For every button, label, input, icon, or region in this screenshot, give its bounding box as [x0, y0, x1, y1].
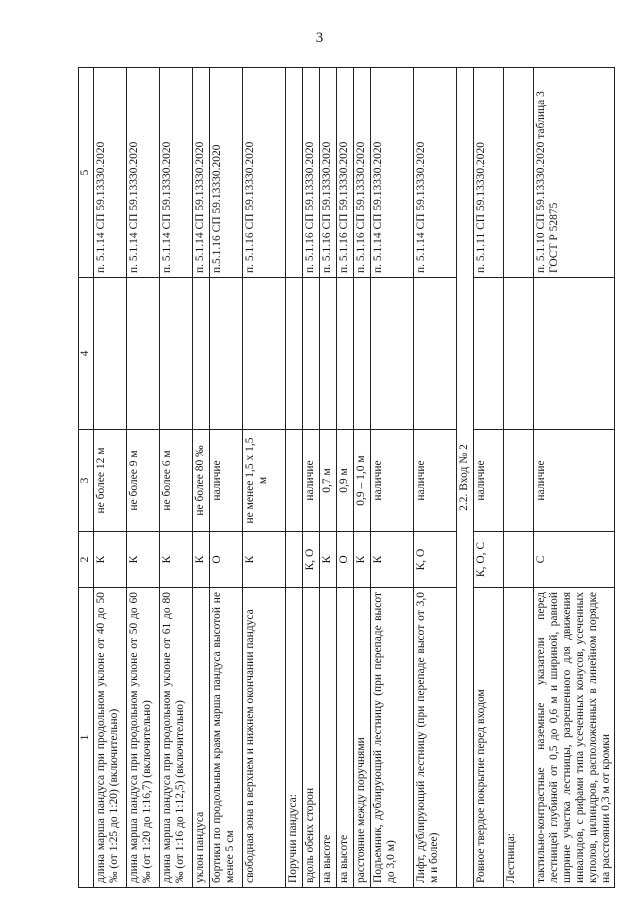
page-number: 3: [315, 30, 324, 46]
criterion-cell: тактильно-контрастные наземные указатели перед лестницей глубиной от 0,5 до 0,6 м и шириной, равной ширине участка лестницы, разрешенного для движения инвалидов, с рифами типа усеченных конусов, усеченных куполов, цилиндров, расположенных в линейном порядке на расстоянии 0,3 м от кромки: [534, 588, 615, 888]
norm-cell: 0,9 – 1,0 м: [354, 430, 371, 532]
table-row: [320, 68, 337, 888]
norm-cell: наличие: [414, 430, 457, 532]
criterion-cell: длина марша пандуса при продольном уклоне от 40 до 50 ‰ (от 1:25 до 1:20) (включительно): [94, 588, 127, 888]
actual-cell: [320, 278, 337, 430]
actual-cell: [243, 278, 286, 430]
reference-cell: п. 5.1.10 СП 59.13330.2020 таблица 3 ГОСТ Р 52875: [534, 68, 615, 278]
category-cell: [286, 532, 303, 588]
norm-cell: не более 80 ‰: [193, 430, 210, 532]
table-row: [303, 68, 320, 888]
category-cell: К, О: [303, 532, 320, 588]
reference-cell: [286, 68, 303, 278]
norm-cell: 0,7 м: [320, 430, 337, 532]
actual-cell: [354, 278, 371, 430]
category-cell: К, О, С: [474, 532, 504, 588]
criterion-cell: свободная зона в верхнем и нижнем окончании пандуса: [243, 588, 286, 888]
actual-cell: [303, 278, 320, 430]
column-header: 5: [79, 68, 94, 278]
category-cell: К: [94, 532, 127, 588]
reference-cell: п. 5.1.16 СП 59.13330.2020: [337, 68, 354, 278]
norm-cell: [504, 430, 534, 532]
category-cell: К: [371, 532, 414, 588]
table-row: [534, 68, 615, 888]
category-cell: О: [337, 532, 354, 588]
actual-cell: [286, 278, 303, 430]
category-cell: К, О: [414, 532, 457, 588]
actual-cell: [504, 278, 534, 430]
table-row: [94, 68, 127, 888]
table-row: [354, 68, 371, 888]
reference-cell: п. 5.1.16 СП 59.13330.2020: [320, 68, 337, 278]
reference-cell: п. 5.1.16 СП 59.13330.2020: [243, 68, 286, 278]
column-header: 4: [79, 278, 94, 430]
actual-cell: [160, 278, 193, 430]
actual-cell: [127, 278, 160, 430]
reference-cell: [504, 68, 534, 278]
section-row: [457, 68, 474, 888]
column-header: 2: [79, 532, 94, 588]
table-row: [474, 68, 504, 888]
criterion-cell: Лестница:: [504, 588, 534, 888]
norm-cell: наличие: [371, 430, 414, 532]
reference-cell: п.5.1.16 СП 59.13330.2020: [210, 68, 243, 278]
category-cell: С: [534, 532, 615, 588]
header-row: [79, 68, 94, 888]
table-row: [193, 68, 210, 888]
actual-cell: [414, 278, 457, 430]
table-row: [127, 68, 160, 888]
reference-cell: п. 5.1.14 СП 59.13330.2020: [193, 68, 210, 278]
reference-cell: п. 5.1.11 СП 59.13330.2020: [474, 68, 504, 278]
table-row: [243, 68, 286, 888]
norm-cell: 0,9 м: [337, 430, 354, 532]
table-row: [160, 68, 193, 888]
reference-cell: п. 5.1.16 СП 59.13330.2020: [303, 68, 320, 278]
actual-cell: [94, 278, 127, 430]
norm-cell: наличие: [534, 430, 615, 532]
rotated-table-container: [78, 68, 612, 888]
actual-cell: [371, 278, 414, 430]
column-header: 1: [79, 588, 94, 888]
norm-cell: наличие: [303, 430, 320, 532]
criterion-cell: длина марша пандуса при продольном уклоне от 50 до 60 ‰ (от 1:20 до 1:16,7) (включительно): [127, 588, 160, 888]
actual-cell: [337, 278, 354, 430]
criterion-cell: расстояние между поручнями: [354, 588, 371, 888]
criterion-cell: Подъемник, дублирующий лестницу (при перепаде высот до 3,0 м): [371, 588, 414, 888]
norm-cell: не более 9 м: [127, 430, 160, 532]
category-cell: О: [210, 532, 243, 588]
reference-cell: п. 5.1.14 СП 59.13330.2020: [127, 68, 160, 278]
reference-cell: п. 5.1.14 СП 59.13330.2020: [94, 68, 127, 278]
table-row: [371, 68, 414, 888]
category-cell: К: [243, 532, 286, 588]
actual-cell: [210, 278, 243, 430]
norm-cell: не более 12 м: [94, 430, 127, 532]
table-row: [504, 68, 534, 888]
norm-cell: наличие: [210, 430, 243, 532]
norm-cell: наличие: [474, 430, 504, 532]
criterion-cell: вдоль обеих сторон: [303, 588, 320, 888]
criterion-cell: уклон пандуса: [193, 588, 210, 888]
reference-cell: п. 5.1.14 СП 59.13330.2020: [414, 68, 457, 278]
criterion-cell: на высоте: [320, 588, 337, 888]
category-cell: К: [354, 532, 371, 588]
section-title: 2.2. Вход № 2: [457, 68, 474, 888]
category-cell: К: [160, 532, 193, 588]
requirements-table: [78, 67, 615, 888]
category-cell: К: [320, 532, 337, 588]
table-row: [337, 68, 354, 888]
norm-cell: [286, 430, 303, 532]
actual-cell: [534, 278, 615, 430]
criterion-cell: Лифт, дублирующий лестницу (при перепаде высот от 3,0 м и более): [414, 588, 457, 888]
reference-cell: п. 5.1.14 СП 59.13330.2020: [371, 68, 414, 278]
actual-cell: [474, 278, 504, 430]
norm-cell: не менее 1,5 х 1,5 м: [243, 430, 286, 532]
category-cell: [504, 532, 534, 588]
criterion-cell: длина марша пандуса при продольном уклоне от 61 до 80 ‰ (от 1:16 до 1:12,5) (включительно): [160, 588, 193, 888]
column-header: 3: [79, 430, 94, 532]
category-cell: К: [127, 532, 160, 588]
reference-cell: п. 5.1.16 СП 59.13330.2020: [354, 68, 371, 278]
actual-cell: [193, 278, 210, 430]
table-row: [414, 68, 457, 888]
reference-cell: п. 5.1.14 СП 59.13330.2020: [160, 68, 193, 278]
criterion-cell: бортики по продольным краям марша пандуса высотой не менее 5 см: [210, 588, 243, 888]
norm-cell: не более 6 м: [160, 430, 193, 532]
category-cell: К: [193, 532, 210, 588]
criterion-cell: Ровное твердое покрытие перед входом: [474, 588, 504, 888]
table-row: [286, 68, 303, 888]
table-row: [210, 68, 243, 888]
criterion-cell: на высоте: [337, 588, 354, 888]
criterion-cell: Поручни пандуса:: [286, 588, 303, 888]
